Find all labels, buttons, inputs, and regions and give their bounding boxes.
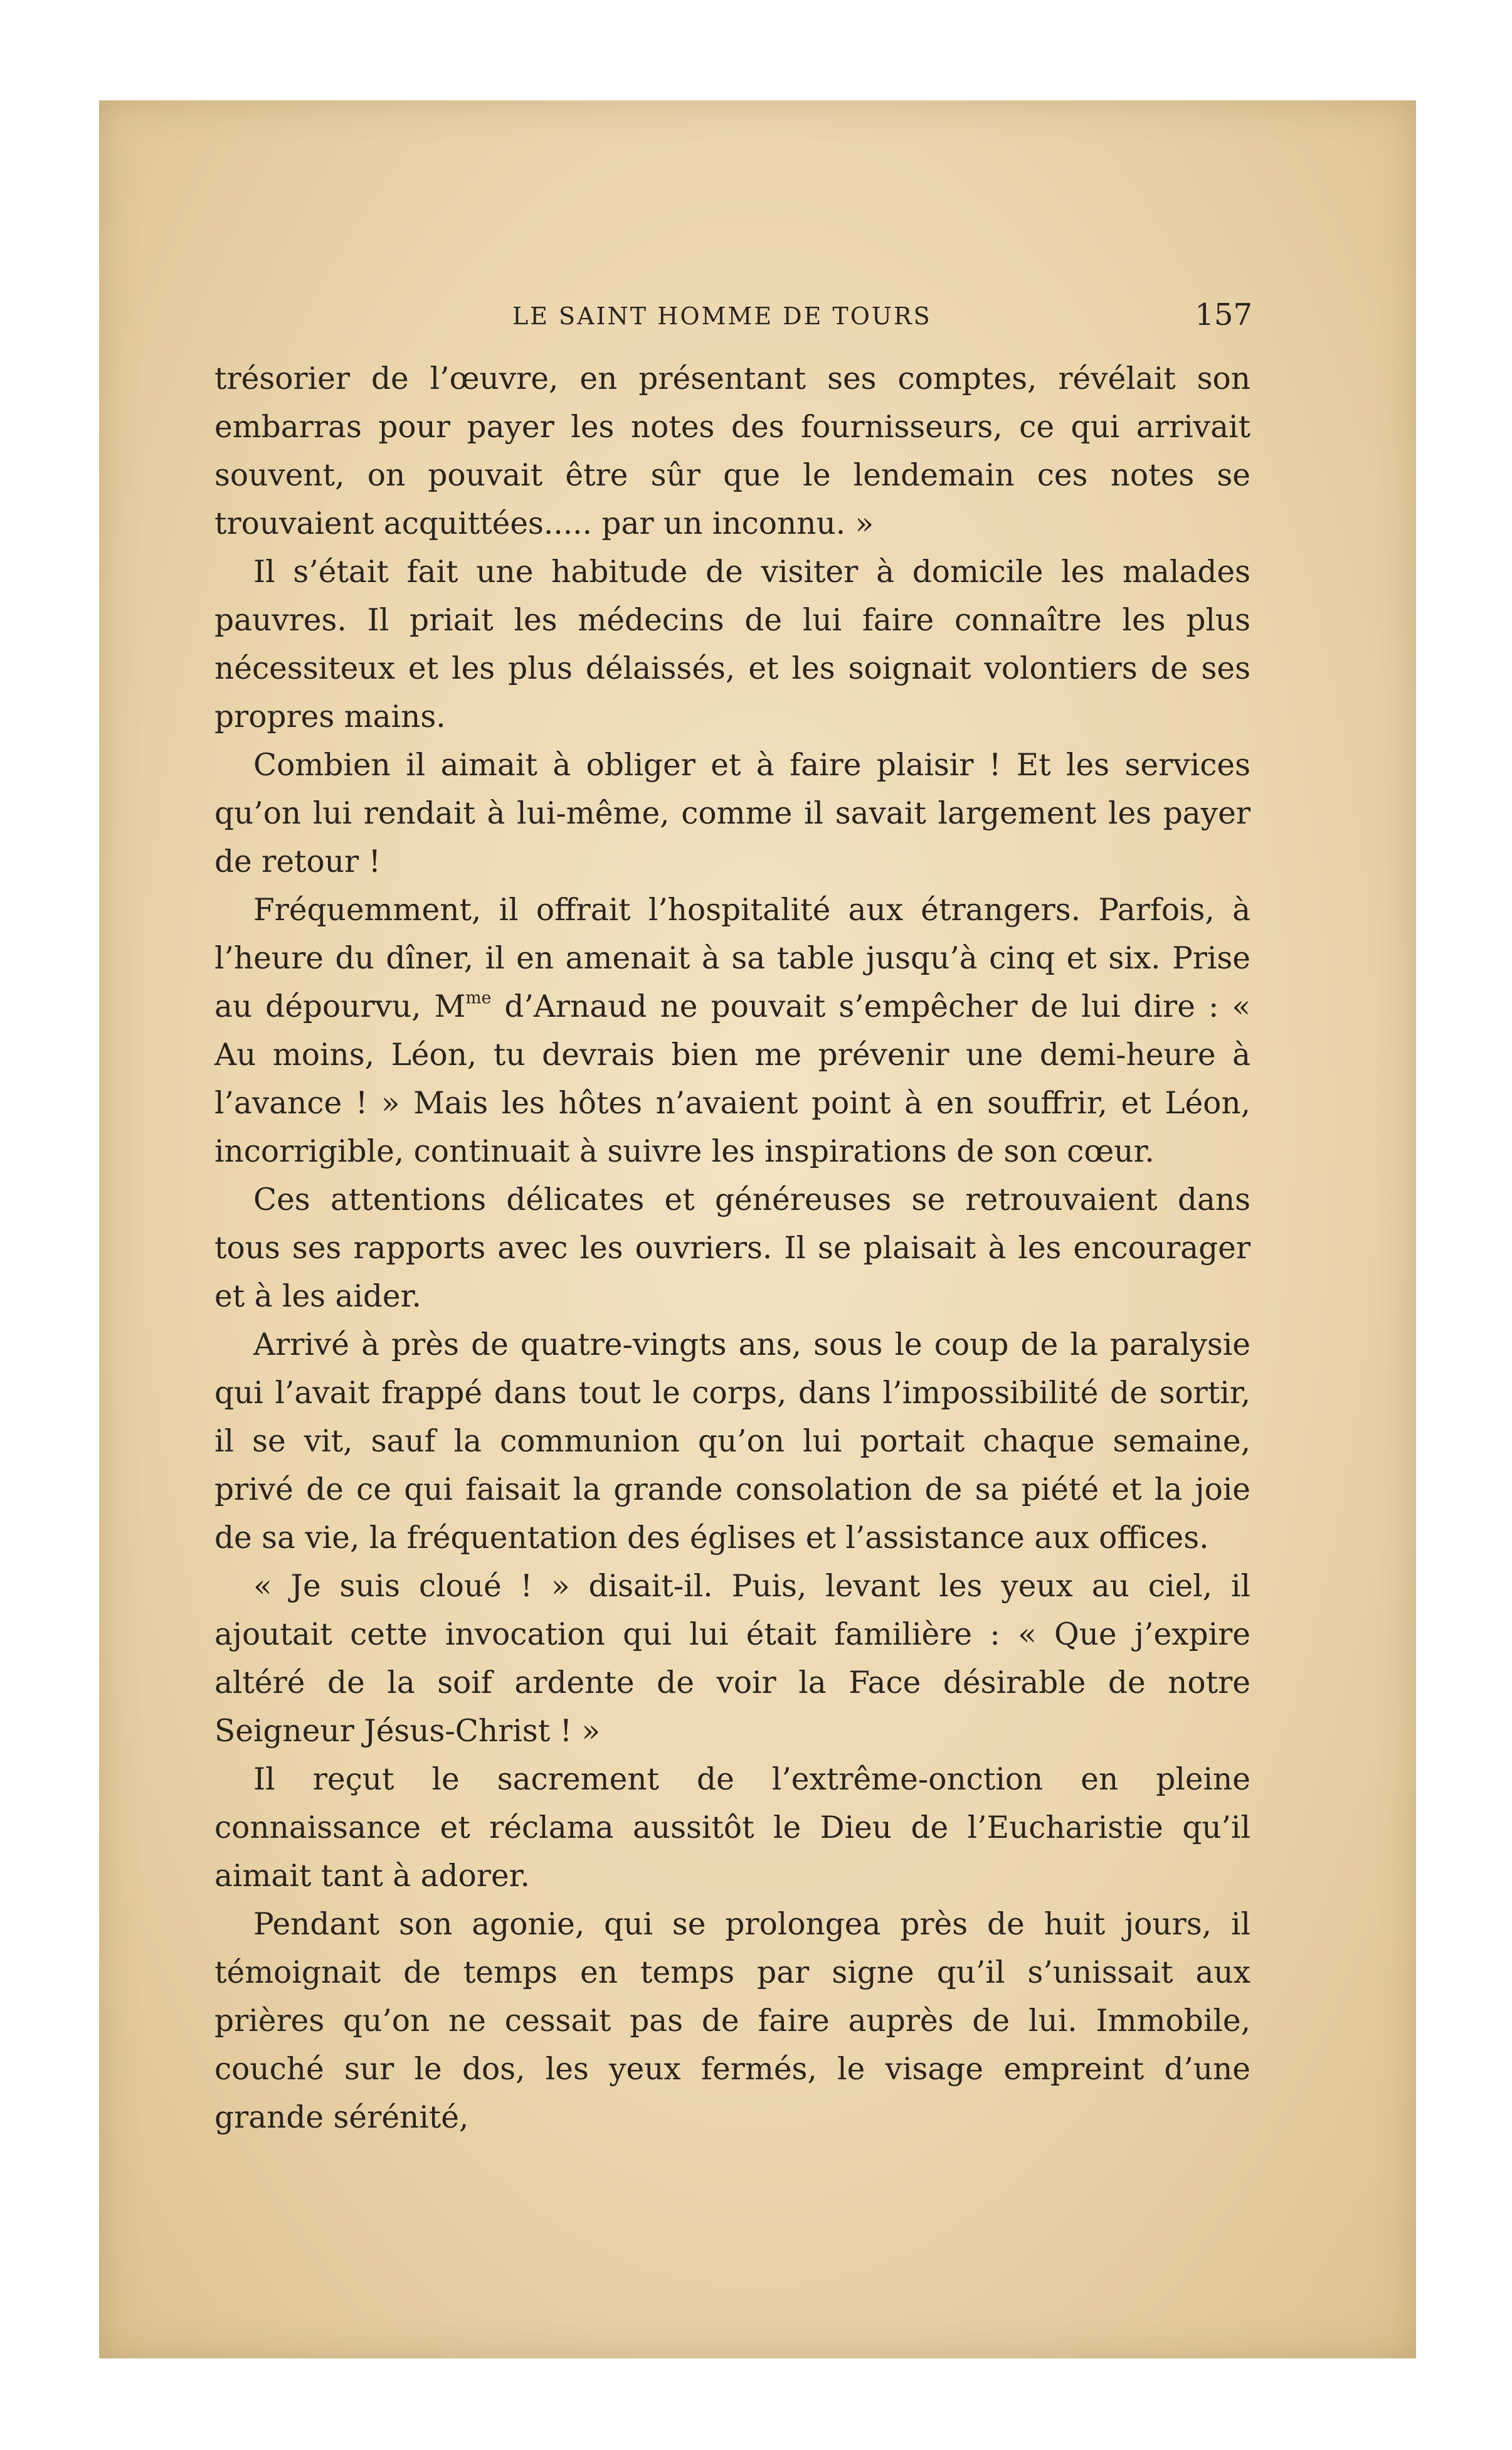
paragraph-4-end: d’Arnaud ne pouvait s’empêcher de lui dire : « Au moins, Léon, tu devrais bien me prévenir une demi-heure à l’avance ! » Mais les hôtes n’avaient point à en souffrir, et Léon, incorrigible, continuait à suivre les inspirations de son cœur.	[214, 989, 1250, 1169]
paragraph-1: trésorier de l’œuvre, en présentant ses comptes, révélait son embarras pour payer les notes des fournisseurs, ce qui arrivait souvent, on pouvait être sûr que le lendemain ces notes se trouvaient acquittées..... par un inconnu. »	[214, 361, 1250, 541]
madame-abbreviation-superscript: me	[465, 988, 492, 1008]
paragraph-3: Combien il aimait à obliger et à faire plaisir ! Et les services qu’on lui rendait à lui-même, comme il savait largement les payer de retour !	[214, 748, 1250, 879]
running-title: LE SAINT HOMME DE TOURS	[512, 302, 932, 330]
paragraph-4-start: Fréquemment, il offrait l’hospitalité aux étrangers. Parfois, à l’heure du dîner, il en amenait à sa table jusqu’à cinq et six. Prise au dépourvu, M	[214, 893, 1250, 1024]
paragraph-8: Il reçut le sacrement de l’extrême-onction en pleine connaissance et réclama aussitôt le Dieu de l’Eucharistie qu’il aimait tant à adorer.	[214, 1762, 1250, 1894]
paragraph-7: « Je suis cloué ! » disait-il. Puis, levant les yeux au ciel, il ajoutait cette invocation qui lui était familière : « Que j’expire altéré de la soif ardente de voir la Face désirable de notre Seigneur Jésus-Christ ! »	[214, 1569, 1250, 1749]
paragraph-5: Ces attentions délicates et généreuses se retrouvaient dans tous ses rapports avec les ouvriers. Il se plaisait à les encourager et à les aider.	[214, 1182, 1250, 1314]
paragraph-4	[214, 886, 1250, 1176]
running-head	[512, 297, 1252, 335]
paragraph-9: Pendant son agonie, qui se prolongea près de huit jours, il témoignait de temps en temps par signe qu’il s’unissait aux prières qu’on ne cessait pas de faire auprès de lui. Immobile, couché sur le dos, les yeux fermés, le visage empreint d’une grande sérénité,	[214, 1907, 1250, 2135]
paragraph-6: Arrivé à près de quatre-vingts ans, sous le coup de la paralysie qui l’avait frappé dans tout le corps, dans l’impossibilité de sortir, il se vit, sauf la communion qu’on lui portait chaque semaine, privé de ce qui faisait la grande consolation de sa piété et la joie de sa vie, la fréquentation des églises et l’assistance aux offices.	[214, 1327, 1250, 1556]
page-number: 157	[1195, 297, 1252, 332]
paragraph-2: Il s’était fait une habitude de visiter à domicile les malades pauvres. Il priait les médecins de lui faire connaître les plus nécessiteux et les plus délaissés, et les soignait volontiers de ses propres mains.	[214, 554, 1250, 734]
body-text	[214, 355, 1250, 2142]
